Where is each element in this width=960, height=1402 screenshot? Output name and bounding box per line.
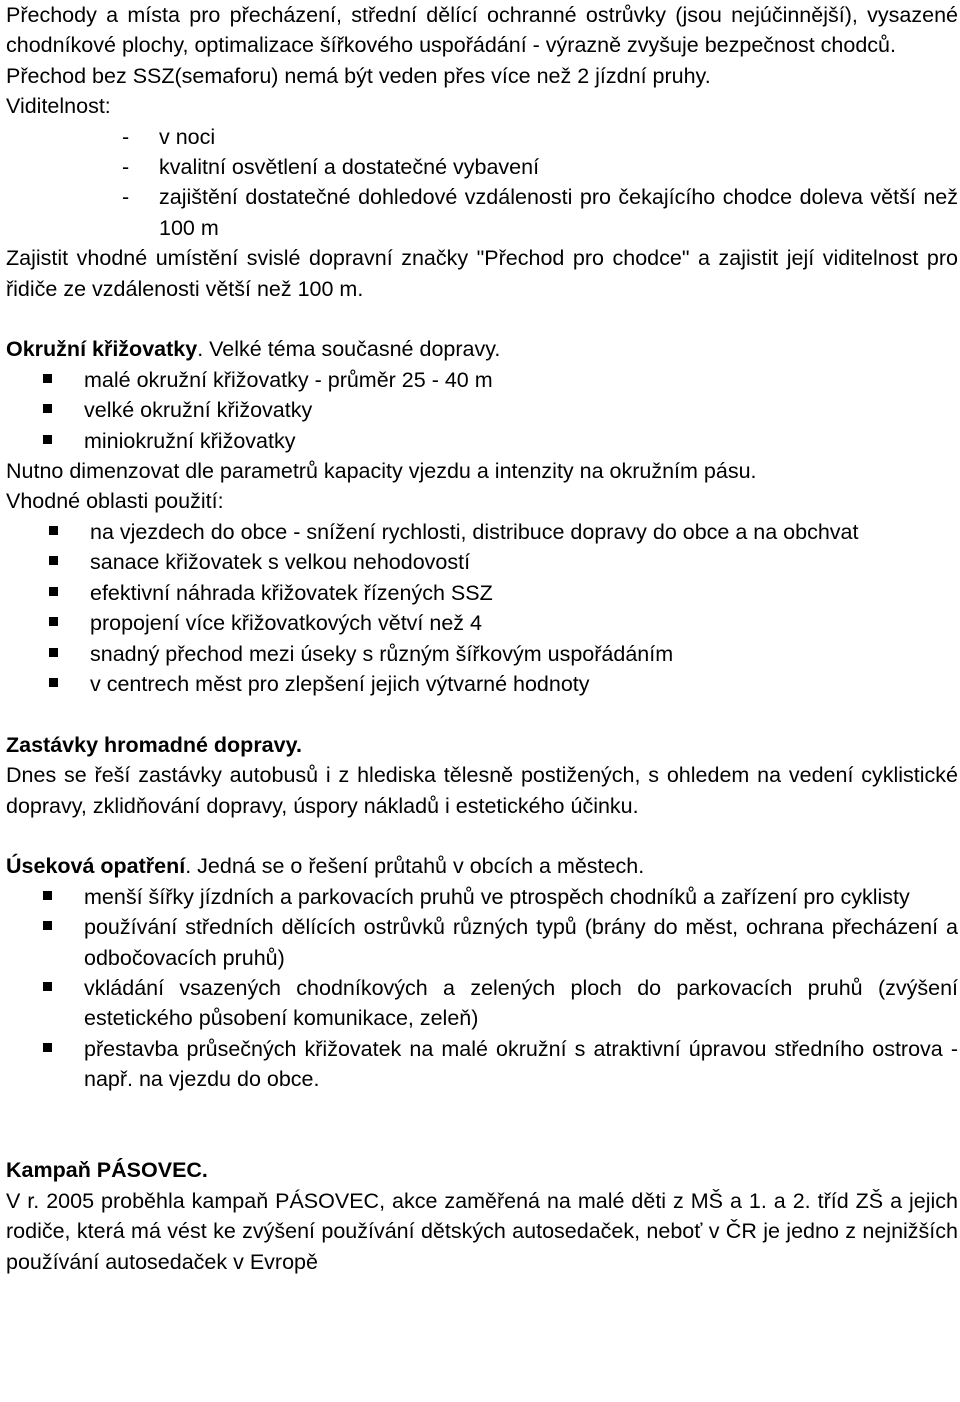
list-item — [6, 517, 958, 547]
dash-bullet-icon: - — [122, 185, 130, 210]
list-item-text: miniokružní křižovatky — [84, 428, 296, 453]
square-bullet-icon — [43, 921, 52, 930]
square-bullet-icon — [49, 678, 58, 687]
campaign-text: V r. 2005 proběhla kampaň PÁSOVEC, akce zaměřená na malé děti z MŠ a 1. a 2. tříd ZŠ a jejich rodiče, která má vést ke zvýšení používání dětských autosedaček, neboť v ČR je jedno z nejnižších používání autosedaček v Evropě — [6, 1188, 958, 1274]
visibility-label: Viditelnost: — [6, 94, 111, 119]
roundabout-types-list — [6, 365, 958, 456]
list-item — [6, 1034, 958, 1095]
list-item-text: malé okružní křižovatky - průměr 25 - 40 m — [84, 367, 493, 392]
spacer — [6, 699, 958, 729]
list-item — [6, 639, 958, 669]
square-bullet-icon — [49, 556, 58, 565]
list-item — [6, 365, 958, 395]
list-item-text: v centrech měst pro zlepšení jejich výtvarné hodnoty — [90, 671, 590, 696]
sections-heading: Úseková opatření — [6, 854, 186, 879]
square-bullet-icon — [43, 404, 52, 413]
square-bullet-icon — [49, 617, 58, 626]
square-bullet-icon — [49, 648, 58, 657]
stops-heading: Zastávky hromadné dopravy. — [6, 732, 302, 757]
stops-text: Dnes se řeší zastávky autobusů i z hlediska tělesně postižených, s ohledem na vedení cyklistické dopravy, zklidňování dopravy, úspory nákladů i estetického účinku. — [6, 763, 958, 818]
spacer — [6, 821, 958, 851]
list-item-text: efektivní náhrada křižovatek řízených SSZ — [90, 580, 493, 605]
list-item-text: velké okružní křižovatky — [84, 398, 313, 423]
document-page — [6, 0, 958, 1277]
square-bullet-icon — [43, 982, 52, 991]
square-bullet-icon — [43, 891, 52, 900]
campaign-heading: Kampaň PÁSOVEC. — [6, 1158, 208, 1183]
list-item — [6, 395, 958, 425]
areas-label: Vhodné oblasti použití: — [6, 489, 224, 514]
list-item — [6, 882, 958, 912]
list-item-text: propojení více křižovatkových větví než 4 — [90, 611, 482, 636]
square-bullet-icon — [43, 374, 52, 383]
roundabouts-heading-rest: . Velké téma současné dopravy. — [197, 337, 501, 362]
list-item — [6, 608, 958, 638]
visibility-list — [6, 122, 958, 244]
roundabouts-note: Nutno dimenzovat dle parametrů kapacity vjezdu a intenzity na okružním pásu. — [6, 459, 757, 484]
roundabouts-heading-line — [6, 334, 958, 364]
dash-bullet-icon: - — [122, 124, 130, 149]
spacer — [6, 304, 958, 334]
list-item-text: snadný přechod mezi úseky s různým šířkovým uspořádáním — [90, 641, 674, 666]
list-item — [6, 578, 958, 608]
campaign-heading-line — [6, 1155, 958, 1185]
list-item-text: sanace křižovatek s velkou nehodovostí — [90, 550, 471, 575]
list-item-text: vkládání vsazených chodníkových a zelených ploch do parkovacích pruhů (zvýšení estetického působení komunikace, zeleň) — [84, 975, 958, 1031]
visibility-item — [6, 122, 958, 152]
visibility-item-text: kvalitní osvětlení a dostatečné vybavení — [159, 155, 540, 180]
sections-heading-rest: . Jedná se o řešení průtahů v obcích a městech. — [185, 854, 645, 879]
list-item — [6, 912, 958, 973]
square-bullet-icon — [43, 435, 52, 444]
list-item — [6, 426, 958, 456]
list-item-text: používání středních dělících ostrůvků různých typů (brány do měst, ochrana přecházení a odbočovacích pruhů) — [84, 915, 958, 970]
list-item-text: na vjezdech do obce - snížení rychlosti, distribuce dopravy do obce a na obchvat — [90, 519, 859, 544]
areas-list — [6, 517, 958, 699]
list-item-text: menší šířky jízdních a parkovacích pruhů ve ptrospěch chodníků a zařízení pro cyklisty — [84, 884, 910, 909]
visibility-item-text: zajištění dostatečné dohledové vzdálenosti pro čekajícího chodce doleva větší než 100 m — [159, 185, 958, 240]
list-item-text: přestavba průsečných křižovatek na malé okružní s atraktivní úpravou středního ostrova - např. na vjezdu do obce. — [84, 1036, 958, 1092]
visibility-item — [6, 182, 958, 243]
list-item — [6, 973, 958, 1034]
roundabouts-heading: Okružní křižovatky — [6, 337, 198, 362]
intro-paragraph-ssz: Přechod bez SSZ(semaforu) nemá být veden přes více než 2 jízdní pruhy. — [6, 63, 711, 88]
stops-heading-line — [6, 730, 958, 760]
square-bullet-icon — [49, 587, 58, 596]
list-item — [6, 547, 958, 577]
intro-paragraph-crossings: Přechody a místa pro přecházení, střední dělící ochranné ostrůvky (jsou nejúčinnější), vysazené chodníkové plochy, optimalizace šířkového uspořádání - výrazně zvyšuje bezpečnost chodců. — [6, 3, 958, 58]
list-item — [6, 669, 958, 699]
visibility-item-text: v noci — [159, 124, 216, 149]
visibility-item — [6, 152, 958, 182]
sections-heading-line — [6, 851, 958, 881]
dash-bullet-icon: - — [122, 155, 130, 180]
sections-list — [6, 882, 958, 1095]
square-bullet-icon — [49, 526, 58, 535]
spacer — [6, 1095, 958, 1156]
intro-paragraph-sign: Zajistit vhodné umístění svislé dopravní značky "Přechod pro chodce" a zajistit její viditelnost pro řidiče ze vzdálenosti větší než 100 m. — [6, 246, 958, 301]
square-bullet-icon — [43, 1043, 52, 1052]
